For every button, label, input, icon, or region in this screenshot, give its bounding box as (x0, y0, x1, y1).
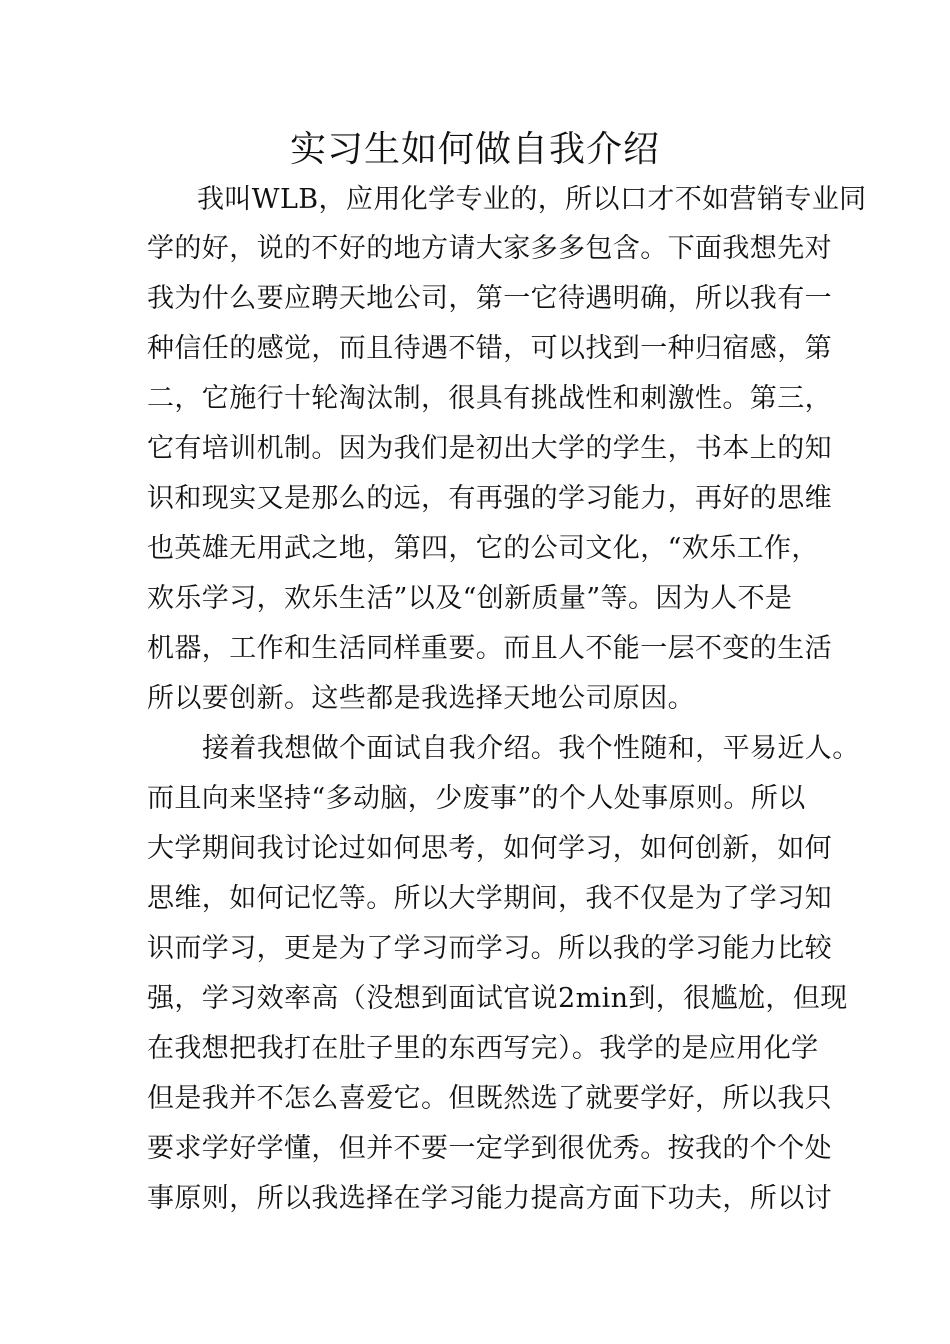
paragraph-line: 我叫WLB，应用化学专业的，所以口才不如营销专业同 (197, 184, 867, 215)
paragraph-line: 二，它施行十轮淘汰制，很具有挑战性和刺激性。第三， (147, 383, 832, 414)
paragraph-line: 它有培训机制。因为我们是初出大学的学生，书本上的知 (147, 433, 832, 464)
paragraph-line: 大学期间我讨论过如何思考，如何学习，如何创新，如何 (147, 833, 832, 864)
paragraph-line: 欢乐学习，欢乐生活”以及“创新质量”等。因为人不是 (147, 583, 793, 614)
paragraph-line: 学的好，说的不好的地方请大家多多包含。下面我想先对 (147, 233, 832, 264)
paragraph-line: 而且向来坚持“多动脑，少废事”的个人处事原则。所以 (147, 783, 806, 814)
paragraph-line: 机器，工作和生活同样重要。而且人不能一层不变的生活 (147, 633, 832, 664)
paragraph-line: 但是我并不怎么喜爱它。但既然选了就要学好，所以我只 (147, 1083, 832, 1114)
paragraph-line: 也英雄无用武之地，第四，它的公司文化，“欢乐工作， (147, 533, 819, 564)
paragraph-line: 在我想把我打在肚子里的东西写完）。我学的是应用化学 (147, 1033, 819, 1064)
paragraph-line: 思维，如何记忆等。所以大学期间，我不仅是为了学习知 (147, 883, 832, 914)
paragraph-line: 识而学习，更是为了学习而学习。所以我的学习能力比较 (147, 933, 832, 964)
document-title: 实习生如何做自我介绍 (289, 129, 660, 170)
paragraph-line: 事原则，所以我选择在学习能力提高方面下功夫，所以讨 (147, 1183, 832, 1214)
paragraph-line: 强，学习效率高（没想到面试官说2min到，很尴尬，但现 (147, 983, 848, 1014)
paragraph-line: 要求学好学懂，但并不要一定学到很优秀。按我的个个处 (147, 1133, 832, 1164)
paragraph-line: 所以要创新。这些都是我选择天地公司原因。 (147, 683, 695, 714)
paragraph-line: 种信任的感觉，而且待遇不错，可以找到一种归宿感，第 (147, 333, 832, 364)
paragraph-line: 接着我想做个面试自我介绍。我个性随和，平易近人。 (202, 733, 860, 764)
paragraph-line: 识和现实又是那么的远，有再强的学习能力，再好的思维 (147, 483, 832, 514)
paragraph-line: 我为什么要应聘天地公司，第一它待遇明确，所以我有一 (147, 283, 832, 314)
